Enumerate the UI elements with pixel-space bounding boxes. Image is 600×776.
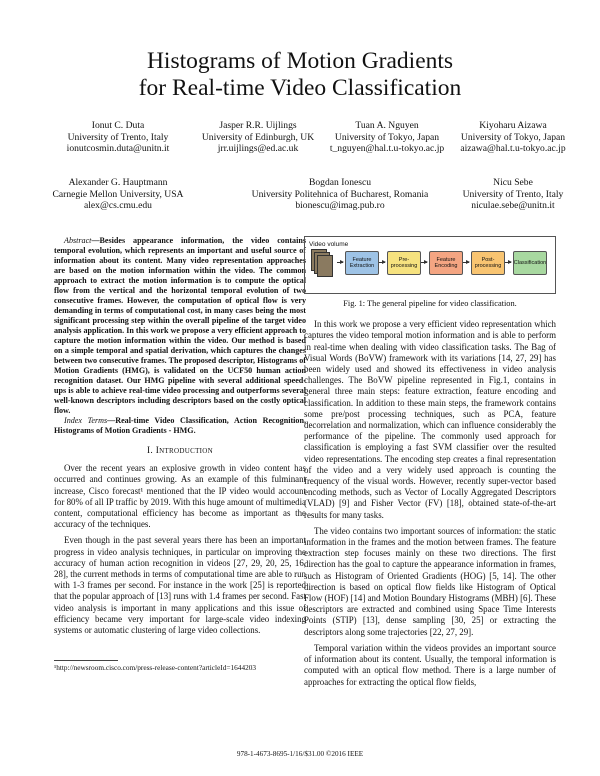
paper-title — [0, 48, 600, 102]
author-name: Ionut C. Duta — [91, 120, 145, 131]
arrow-icon — [421, 262, 427, 263]
arrow-icon — [505, 262, 511, 263]
pipeline-figure — [304, 236, 556, 294]
author-block — [43, 120, 193, 155]
index-terms-lead: Index Terms — [64, 416, 108, 425]
index-terms-text: —Real-time Video Classification, Action Recognition, Histograms of Motion Gradients - HMG. — [54, 416, 306, 435]
video-volume-label: Video volume — [309, 241, 349, 248]
abstract-lead: Abstract — [64, 236, 92, 245]
author-affiliation: University of Trento, Italy — [462, 188, 564, 200]
figure-caption: Fig. 1: The general pipeline for video classification. — [343, 299, 517, 308]
author-affiliation: University Politehnica of Bucharest, Romania — [251, 188, 429, 200]
left-column — [54, 236, 306, 673]
author-affiliation: University of Tokyo, Japan — [334, 131, 440, 143]
author-affiliation: University of Trento, Italy — [67, 131, 169, 143]
author-affiliation: University of Edinburgh, UK — [201, 131, 315, 143]
arrow-icon — [463, 262, 469, 263]
copyright-line: 978-1-4673-8695-1/16/$31.00 ©2016 IEEE — [236, 750, 364, 758]
author-affiliation: Carnegie Mellon University, USA — [52, 188, 184, 200]
stage-post-processing: Post-processing — [471, 251, 505, 275]
right-paragraph-1: In this work we propose a very efficient video representation which captures the video temporal motion information and is able to perform in real-time when dealing with video classification tasks. The Bag of Visual Words (BoVW) framework with its variations [14, 27, 29] has been widely used and showed its effectiveness in video analysis challenges. The BoVW pipeline represented in Fig.1, contains in general three main steps: feature extraction, feature encoding and classification. In addition to these main steps, the framework contains some pre/post processing techniques, such as PCA, feature decorrelation and normalization, which can influence considerably the performance of the pipeline. The commonly used approach for classification is employing a fast SVM classifier over the resulted video representations. The encoding step creates a final representation of the video and a very widely used approach is counting the frequency of the visual words. However, recently super-vector based encoding methods, such as Vector of Locally Aggregated Descriptors (VLAD) [9] and Fisher Vector (FV) [18], obtained state-of-the-art results for many tasks. — [304, 319, 556, 520]
author-name: Bogdan Ionescu — [308, 177, 372, 188]
intro-paragraph-1: Over the recent years an explosive growth in video content has occurred and continues growing. As an example of this fulminant increase, Cisco forecast¹ mentioned that the IP video would account for 80% of all IP traffic by 2019. With this huge amount of multimedia content, computational efficiency has become as important as the accuracy of the techniques. — [54, 463, 306, 530]
intro-paragraph-2: Even though in the past several years there has been an important progress in video analysis techniques, in particular on improving the accuracy of human action recognition in videos [27, 29, 20, 25, 16, 28], the current methods in terms of computational time are able to run with 1-3 frames per second. For instance in the work [25] is reported that the popular approach of [13] runs with 1.4 frames per second. Fast video analysis is important in many applications and this issue of efficiency became very important for large-scale video indexing systems or automatic clustering of large video collections. — [54, 535, 306, 636]
author-email: alex@cs.cmu.edu — [84, 200, 152, 211]
stage-pre-processing: Pre-processing — [387, 251, 421, 275]
title-line-1: Histograms of Motion Gradients — [146, 48, 454, 74]
right-paragraph-3: Temporal variation within the videos provides an important source of information about its content. Usually, the temporal information is computed with an optical flow method. There is a large number of approaches for extracting the optical flow fields, — [304, 642, 556, 687]
footnote-rule — [54, 660, 118, 661]
author-email: jrr.uijlings@ed.ac.uk — [217, 143, 299, 154]
index-terms — [54, 416, 306, 436]
title-line-2: for Real-time Video Classification — [138, 75, 462, 101]
author-block — [438, 177, 588, 212]
author-block — [183, 120, 333, 155]
author-name: Alexander G. Hauptmann — [68, 177, 168, 188]
abstract — [54, 236, 306, 416]
author-name: Kiyoharu Aizawa — [479, 120, 547, 131]
right-column — [304, 236, 556, 693]
author-name: Tuan A. Nguyen — [355, 120, 419, 131]
author-block — [43, 177, 193, 212]
right-paragraph-2: The video contains two important sources of information: the static information in the frames and the motion between frames. The feature extraction step focuses mainly on these two directions. The first direction has the goal to capture the appearance information in frames, such as Histogram of Oriented Gradients (HOG) [5, 14]. The other direction is based on optical flow fields like Histogram of Optical Flow (HOF) [14] and Motion Boundary Histograms (MBH) [6]. These descriptors are extracted and combined using Space Time Interests Points (STIP) [13], dense sampling [30, 25] or extracting the descriptors along some trajectories [22, 27, 29]. — [304, 525, 556, 637]
author-email: aizawa@hal.t.u-tokyo.ac.jp — [460, 143, 566, 154]
stage-feature-encoding: Feature Encoding — [429, 251, 463, 275]
author-email: bionescu@imag.pub.ro — [295, 200, 385, 211]
video-frames-icon — [311, 249, 335, 279]
author-email: t_nguyen@hal.t.u-tokyo.ac.jp — [329, 143, 445, 154]
arrow-icon — [337, 262, 343, 263]
author-block — [438, 120, 588, 155]
section-heading: I. Introduction — [147, 446, 213, 456]
stage-classification: Classification — [513, 251, 547, 275]
author-block — [240, 177, 440, 212]
author-name: Jasper R.R. Uijlings — [219, 120, 297, 131]
stage-feature-extraction: Feature Extraction — [345, 251, 379, 275]
abstract-text: —Besides appearance information, the video contains temporal evolution, which represents an important and useful source of information about its content. Many video representation approaches are based on the motion information within the video. The common approach to extract the motion information is to compute the optical flow from the vertical and the horizontal temporal evolution of two consecutive frames. However, the computation of optical flow is very demanding in terms of computational cost, in many cases being the most significant processing step within the overall pipeline of the target video analysis application. In this work we propose a very efficient approach to capture the motion information within the video. Our method is based on a simple temporal and spatial derivation, which captures the changes between two consecutive frames. The proposed descriptor, Histograms of Motion Gradients (HMG), is validated on the UCF50 human action recognition dataset. Our HMG pipeline with several additional speed-ups is able to achieve real-time video processing and outperforms several well-known descriptors including descriptors based on the costly optical flow. — [54, 236, 306, 415]
author-email: ionutcosmin.duta@unitn.it — [66, 143, 170, 154]
author-affiliation: University of Tokyo, Japan — [460, 131, 566, 143]
author-name: Nicu Sebe — [493, 177, 533, 188]
footnote: ¹http://newsroom.cisco.com/press-release-content?articleId=1644203 — [54, 663, 257, 673]
author-email: niculae.sebe@unitn.it — [471, 200, 555, 211]
arrow-icon — [379, 262, 385, 263]
